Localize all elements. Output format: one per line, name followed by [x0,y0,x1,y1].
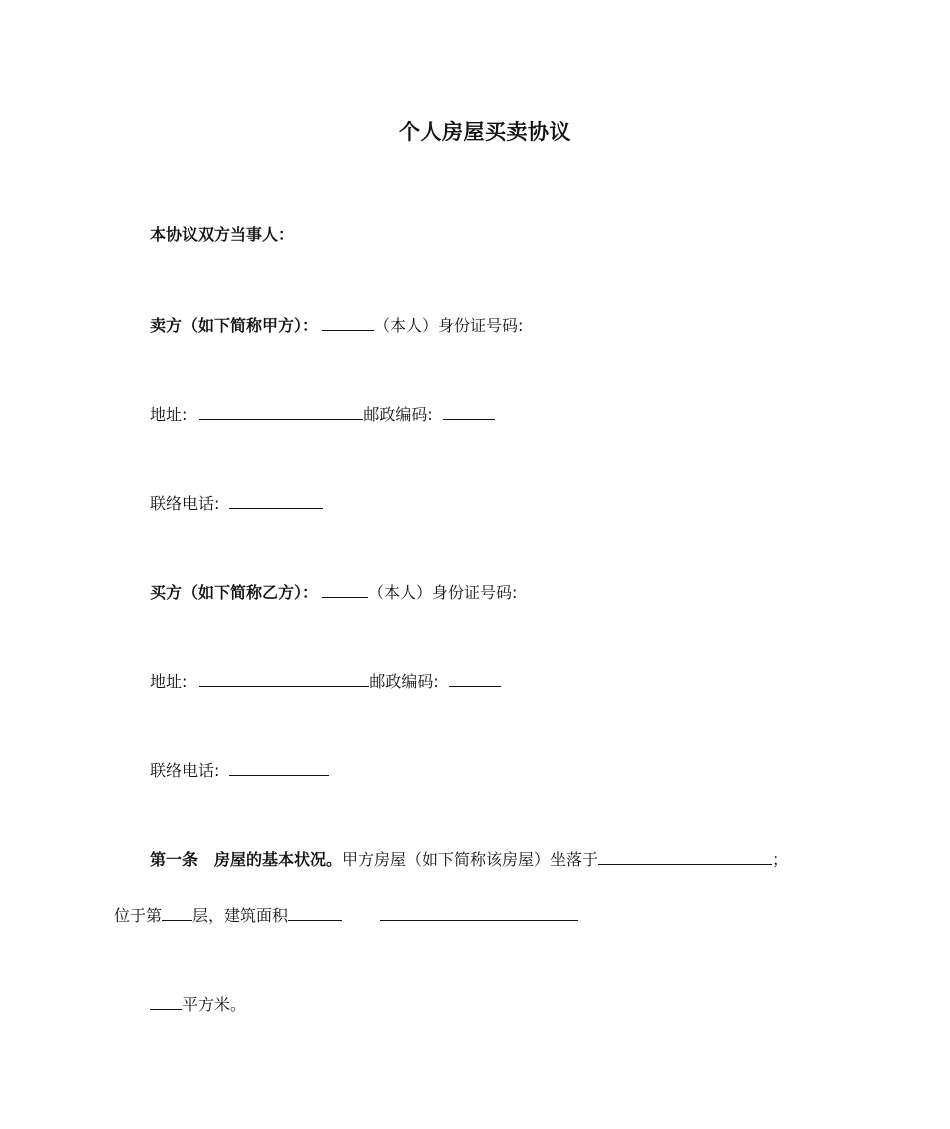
extra-blank[interactable] [380,903,578,921]
seller-address-blank[interactable] [199,402,363,420]
buyer-label: 买方（如下简称乙方）： [150,583,319,602]
area-suffix: 平方米。 [182,995,247,1014]
floor-suffix: 层，建筑面积 [192,906,289,925]
location-blank[interactable] [598,847,772,865]
seller-phone-line [150,491,323,515]
document-title: 个人房屋买卖协议 [399,120,571,144]
article1-line [150,847,788,871]
article1-text: 甲方房屋（如下简称该房屋）坐落于 [342,850,599,869]
area-blank[interactable] [288,903,342,921]
seller-label: 卖方（如下简称甲方）： [150,316,319,335]
buyer-phone-label: 联络电话: [150,761,220,780]
article1-number: 第一条 [150,850,199,869]
seller-address-label: 地址: [150,405,188,424]
buyer-phone-blank[interactable] [229,758,329,776]
article1-heading: 房屋的基本状况。 [214,850,343,869]
buyer-name-blank[interactable] [322,580,368,598]
seller-phone-label: 联络电话: [150,494,220,513]
buyer-postcode-label: 邮政编码: [369,672,439,691]
seller-phone-blank[interactable] [229,491,323,509]
buyer-postcode-blank[interactable] [449,669,501,687]
seller-name-blank[interactable] [322,313,374,331]
parties-intro: 本协议双方当事人： [150,225,295,244]
buyer-address-line [150,669,501,693]
seller-line [150,313,523,337]
seller-address-line [150,402,495,426]
floor-area-line [114,903,578,927]
buyer-address-label: 地址: [150,672,188,691]
buyer-phone-line [150,758,329,782]
seller-postcode-blank[interactable] [443,402,495,420]
floor-blank[interactable] [162,903,192,921]
area-unit-blank[interactable] [150,992,182,1010]
article1-semicolon: ； [772,850,789,869]
buyer-line [150,580,517,604]
seller-postcode-label: 邮政编码: [363,405,433,424]
buyer-id-text: （本人）身份证号码: [368,583,518,602]
area-unit-line [150,992,246,1016]
floor-prefix: 位于第 [114,906,163,925]
seller-id-text: （本人）身份证号码: [374,316,524,335]
buyer-address-blank[interactable] [199,669,369,687]
